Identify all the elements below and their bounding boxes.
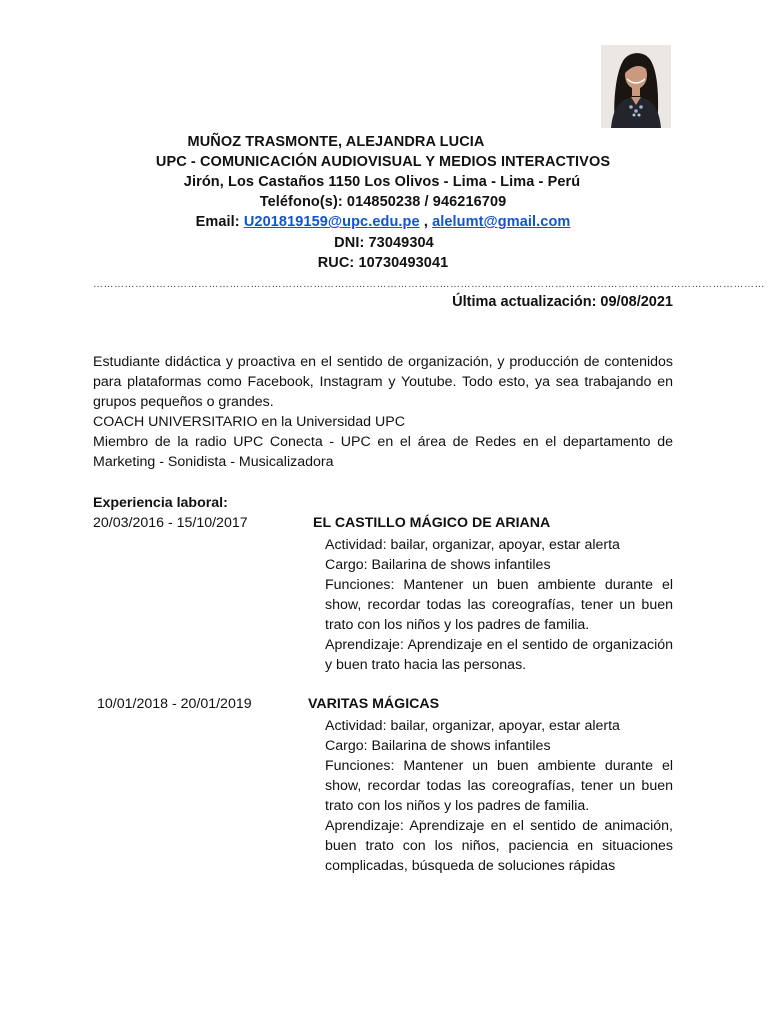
job-company: VARITAS MÁGICAS [308,696,440,712]
ruc: RUC: 10730493041 [317,255,449,271]
email-separator: , [423,214,428,230]
dotted-separator: ………………………………………………………………………………………………………………………………………………………………………… [93,279,765,290]
job-learning: Aprendizaje: Aprendizaje en el sentido de organización y buen trato hacia las personas. [325,637,673,673]
candidate-name: MUÑOZ TRASMONTE, ALEJANDRA LUCIA [187,134,485,150]
job-functions: Funciones: Mantener un buen ambiente durante el show, recordar todas las coreografías, tener un buen trato con los niños y los padres de familia. [325,577,673,633]
job-dates: 10/01/2018 - 20/01/2019 [97,696,252,712]
summary-paragraph: Estudiante didáctica y proactiva en el sentido de organización, y producción de contenidos para plataformas como Facebook, Instagram y Youtube. Todo esto, ya sea trabajando en grupos pequeños o grandes. [93,354,673,410]
profile-summary [93,352,673,472]
summary-coach: COACH UNIVERSITARIO en la Universidad UPC [93,414,405,430]
experience-heading: Experiencia laboral: [93,495,228,511]
profile-photo [601,45,671,128]
job-learning: Aprendizaje: Aprendizaje en el sentido de animación, buen trato con los niños, paciencia en situaciones complicadas, búsqueda de soluciones rápidas [325,818,673,874]
email-label: Email: [195,214,240,230]
job-role: Cargo: Bailarina de shows infantiles [325,738,551,754]
job-company: EL CASTILLO MÁGICO DE ARIANA [313,515,551,531]
job-dates: 20/03/2016 - 15/10/2017 [93,515,248,531]
job-role: Cargo: Bailarina de shows infantiles [325,557,551,573]
phone: Teléfono(s): 014850238 / 946216709 [259,194,507,210]
email-line [0,214,767,230]
last-update: Última actualización: 09/08/2021 [452,294,673,310]
job-activity: Actividad: bailar, organizar, apoyar, estar alerta [325,718,620,734]
email-link-gmail[interactable]: alelumt@gmail.com [432,214,571,230]
summary-radio: Miembro de la radio UPC Conecta - UPC en el área de Redes en el departamento de Marketing - Sonidista - Musicalizadora [93,434,673,470]
job-activity: Actividad: bailar, organizar, apoyar, estar alerta [325,537,620,553]
job-details [325,716,673,876]
dni: DNI: 73049304 [334,235,434,251]
address: Jirón, Los Castaños 1150 Los Olivos - Lima - Lima - Perú [183,174,581,190]
job-details [325,535,673,675]
email-link-upc[interactable]: U201819159@upc.edu.pe [243,214,420,230]
program-title: UPC - COMUNICACIÓN AUDIOVISUAL Y MEDIOS INTERACTIVOS [155,154,611,170]
job-functions: Funciones: Mantener un buen ambiente durante el show, recordar todas las coreografías, tener un buen trato con los niños y los padres de familia. [325,758,673,814]
